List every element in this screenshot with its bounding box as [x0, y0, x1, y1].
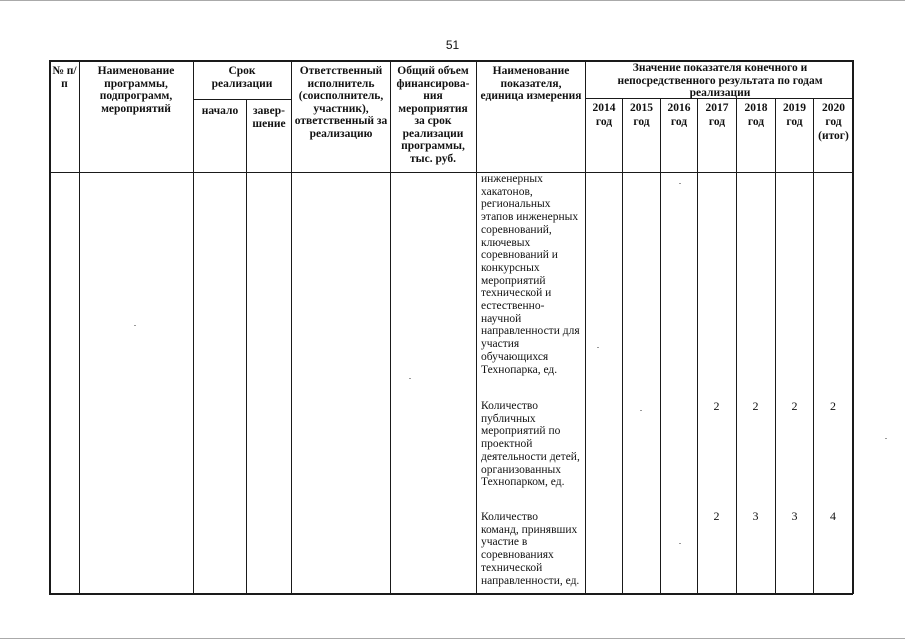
year-header: 2017 год — [705, 102, 729, 128]
value-cell: 2 — [791, 399, 798, 413]
year-header: 2015 год — [630, 102, 653, 128]
value-cell: 2 — [713, 509, 720, 523]
year-header: 2016 год — [667, 102, 691, 128]
year-header: 2019 год — [783, 102, 806, 128]
year-header: 2014 год — [592, 102, 616, 128]
indicator-text-3: Количество команд, принявших участие в соревнованиях технической направленности, ед. — [481, 511, 580, 587]
header-term-end: завер- шение — [252, 105, 286, 130]
value-cell: 2 — [830, 399, 836, 413]
value-cell: 2 — [713, 399, 720, 413]
header-term-start: начало — [201, 105, 239, 117]
value-cell: 4 — [830, 509, 836, 523]
year-header: 2018 год — [744, 102, 768, 128]
value-cell: 3 — [752, 509, 759, 523]
year-header: 2020 год (итог) — [818, 102, 849, 142]
header-term: Срок реализации — [211, 65, 273, 90]
header-name: Наименование программы, подпрограмм, мероприятий — [97, 65, 175, 115]
indicator-text-1: инженерных хакатонов, региональных этапов инженерных соревнований, ключевых соревнований и конкурсных мероприятий технической и естественно- научной направленности для участия обучающихся Технопарка, ед. — [481, 173, 580, 376]
header-indicator: Наименование показателя, единица измерения — [480, 65, 582, 102]
value-cell: 3 — [791, 509, 798, 523]
value-cell: 2 — [752, 399, 759, 413]
header-values-group: Значение показателя конечного и непосредственного результата по годам реализации — [617, 62, 823, 99]
header-num: № п/п — [52, 65, 77, 90]
indicator-text-2: Количество публичных мероприятий по проектной деятельности детей, организованных Технопарком, ед. — [481, 400, 580, 489]
header-funding: Общий объем финансирова- ния мероприятия за срок реализации программы, тыс. руб. — [396, 65, 470, 165]
header-executor: Ответственный исполнитель (соисполнитель, участник), ответственный за реализацию — [294, 65, 388, 140]
page-number: 51 — [445, 38, 460, 52]
